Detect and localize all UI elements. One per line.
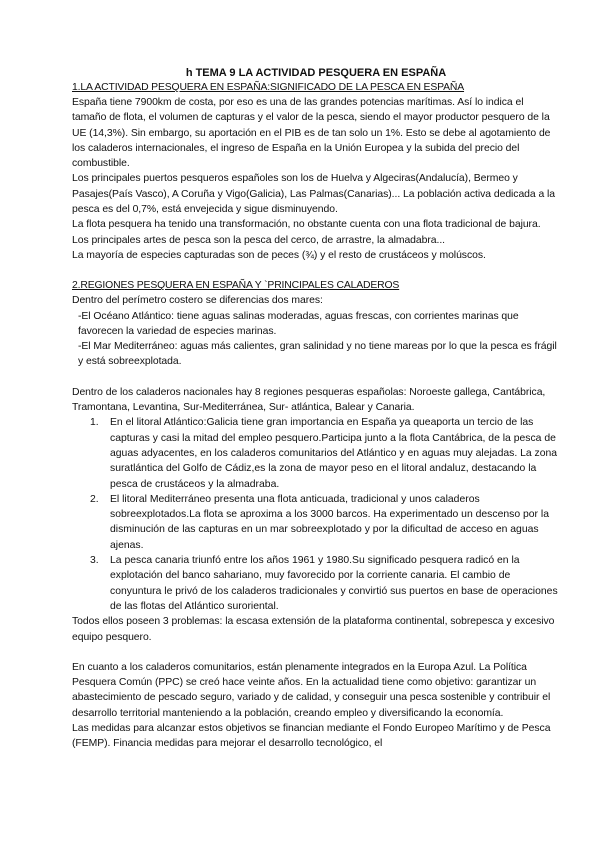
sea-item-mediterranean: -El Mar Mediterráneo: aguas más calientes, gran salinidad y no tiene mareas por lo que la pesca es frágil y está sobreexplotada. xyxy=(78,341,557,368)
paragraph: Dentro de los caladeros nacionales hay 8 regiones pesqueras españolas: Noroeste gallega, Cantábrica, Tramontana, Levantina, Sur-Mediterránea, Sur- atlántica, Balear y Canaria. xyxy=(72,386,546,414)
document-title: h TEMA 9 LA ACTIVIDAD PESQUERA EN ESPAÑA xyxy=(185,67,447,79)
paragraph: En cuanto a los caladeros comunitarios, están plenamente integrados en la Europa Azul. La Política Pesquera Común (PPC) se creó hace veinte años. En la actualidad tiene como objetivo: garantizar un abastecimiento de pescado seguro, variado y de calidad, y conseguir una pesca sostenible y contribuir el desarrollo territorial manteniendo a la población, creando empleo y diversificando la economía. xyxy=(72,661,551,719)
list-item-text: La pesca canaria triunfó entre los años 1961 y 1980.Su significado pesquera radicó en la explotación del banco sahariano, muy favorecido por la corriente canaria. El cambio de conyuntura le privó de los caladeros tradicionales y convirtió sus puertos en base de operaciones de las flotas del Atlántico suroriental. xyxy=(110,555,558,612)
paragraph: España tiene 7900km de costa, por eso es una de las grandes potencias marítimas. Así lo indica el tamaño de flota, el volumen de capturas y el valor de la pesca, siendo el mayor productor pesquero de la UE (14,3%). Sin embargo, su aportación en el PIB es de tan solo un 1%. Esto se debe al agotamiento de los caladeros internacionales, el ingreso de España en la Unión Europea y la subida del precio del combustible. xyxy=(72,97,551,170)
list-item-text: En el litoral Atlántico:Galicia tiene gran importancia en España ya queaporta un tercio de las capturas y casi la mitad del empleo pesquero.Participa junto a la flota Cantábrica, de la pesca de aguas adyacentes, en los caladeros comunitarios del Atlántico y en aguas muy alejadas. La zona suratlántica del Golfo de Cádiz,es la zona de mayor peso en el litoral andaluz, destacando la pesca de crustáceos y la almadraba. xyxy=(110,417,558,490)
paragraph: La flota pesquera ha tenido una transformación, no obstante cuenta con una flota tradicional de bajura. xyxy=(72,219,541,231)
list-number: 2. xyxy=(90,493,99,505)
paragraph: Todos ellos poseen 3 problemas: la escasa extensión de la plataforma continental, sobrepesca y excesivo equipo pesquero. xyxy=(72,616,555,643)
sea-item-atlantic: -El Océano Atlántico: tiene aguas salinas moderadas, aguas frescas, con corrientes marinas que favorecen la variedad de especies marinas. xyxy=(78,310,519,337)
paragraph: Las medidas para alcanzar estos objetivos se financian mediante el Fondo Europeo Marítimo y de Pesca (FEMP). Financia medidas para mejorar el desarrollo tecnológico, el xyxy=(72,722,551,750)
list-item xyxy=(72,492,560,553)
list-item xyxy=(72,415,560,491)
list-number: 3. xyxy=(90,555,99,567)
spacer xyxy=(72,645,560,660)
spacer xyxy=(72,263,560,278)
paragraph: Los principales puertos pesqueros españoles son los de Huelva y Algeciras(Andalucía), Bermeo y Pasajes(País Vasco), A Coruña y Vigo(Galicia), Las Palmas(Canarias)... La población activa dedicada a la pesca es del 0,7%, está envejecida y sigue disminuyendo. xyxy=(72,173,556,216)
paragraph: Los principales artes de pesca son la pesca del cerco, de arrastre, la almadabra... xyxy=(72,234,446,246)
list-item-text: El litoral Mediterráneo presenta una flota anticuada, tradicional y unos caladeros sobreexplotados.La flota se aproxima a los 3000 barcos. Ha experimentado un descenso por la disminución de las capturas en un mar sobreexplotado y por la dificultad de acceso en aguas ajenas. xyxy=(110,493,549,551)
list-item xyxy=(72,553,560,614)
paragraph: Dentro del perímetro costero se diferencias dos mares: xyxy=(72,295,323,307)
paragraph: La mayoría de especies capturadas son de peces (¾) y el resto de crustáceos y molúscos. xyxy=(72,249,486,261)
section-1-heading: 1.LA ACTIVIDAD PESQUERA EN ESPAÑA:SIGNIFICADO DE LA PESCA EN ESPAÑA xyxy=(72,82,465,93)
section-2-heading: 2.REGIONES PESQUERA EN ESPAÑA Y `PRINCIPALES CALADEROS xyxy=(72,280,400,292)
regions-list xyxy=(72,415,560,614)
spacer xyxy=(72,370,560,385)
list-number: 1. xyxy=(90,417,99,429)
